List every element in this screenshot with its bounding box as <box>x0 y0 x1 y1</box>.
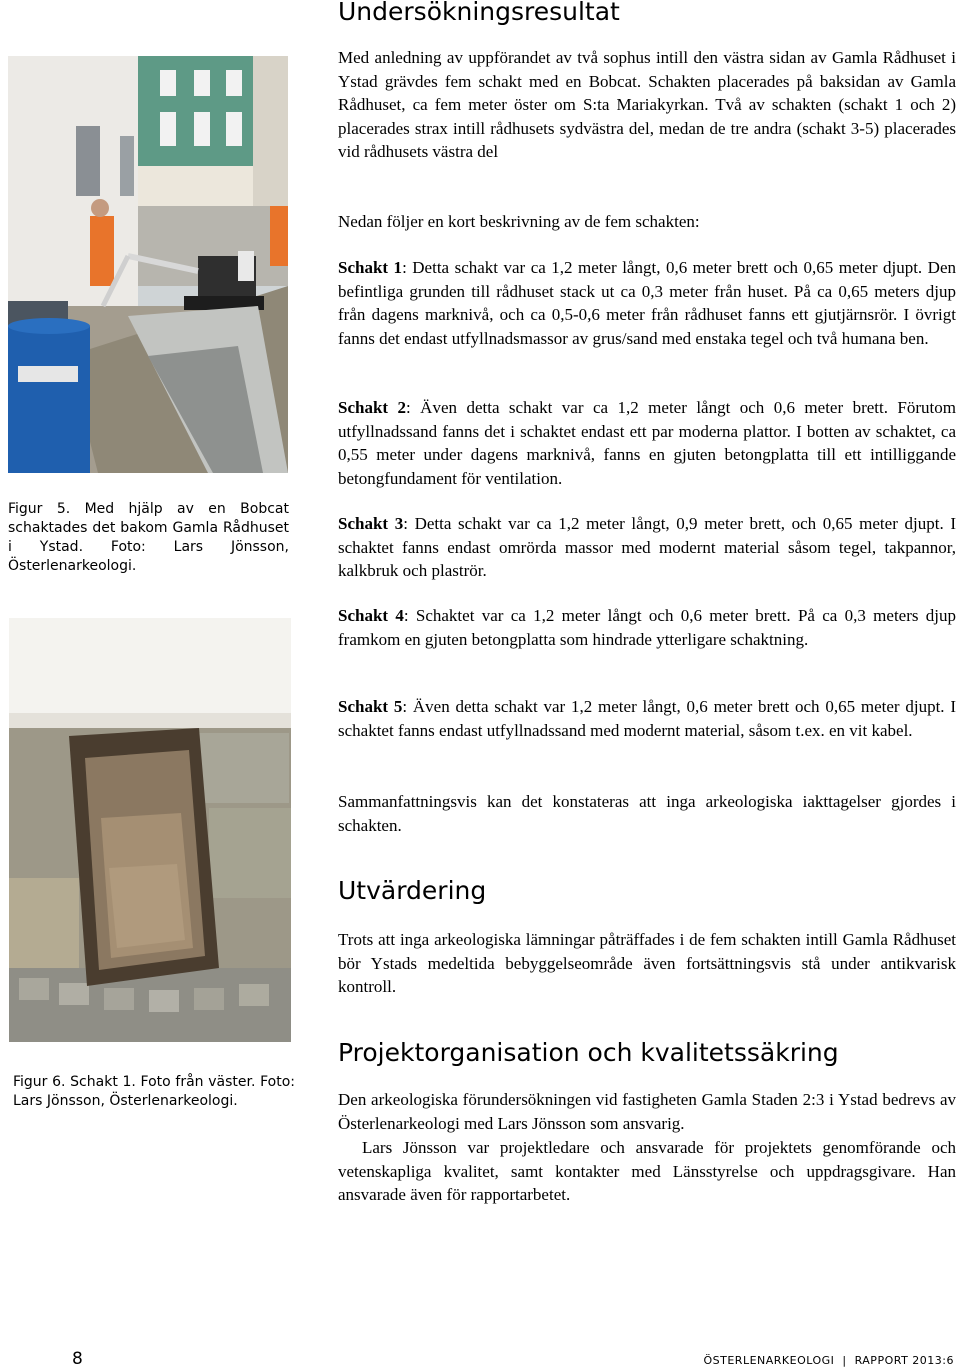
intro-paragraph: Med anledning av uppförandet av två sophus intill den västra sidan av Gamla Rådhuset i Ystad grävdes fem schakt med en Bobcat. Schakten placerades på baksidan av Gamla Rådhuset, ca fem meter öster om S:ta Mariakyrkan. Två av schakten (schakt 1 och 2) placerades strax intill rådhusets sydvästra del, medan de tre andra (schakt 3-5) placerades vid rådhusets västra del <box>338 48 956 161</box>
schakt-4-text: : Schaktet var ca 1,2 meter långt och 0,6 meter brett. På ca 0,3 meters djup framkom en gjuten betongplatta som hindrade ytterligare schaktning. <box>338 606 956 649</box>
figure-6-photo <box>9 618 291 1042</box>
figure-5-caption: Figur 5. Med hjälp av en Bobcat schaktades det bakom Gamla Rådhuset i Ystad. Foto: Lars Jönsson, Österlenarkeologi. <box>8 501 289 574</box>
schakt-1-text: : Detta schakt var ca 1,2 meter långt, 0,6 meter brett och 0,65 meter djupt. Den befintliga grunden till rådhuset stack ut ca 0,3 meter från huset. På ca 0,65 meters djup från dagens marknivå, och ca 0,5-0,6 meter från rådhuset fanns ett gjutjärnsrör. I övrigt fanns det endast utfyllnadsmassor av grus/sand med enstaka tegel och två humana ben. <box>338 258 956 348</box>
figure-5-image <box>8 56 288 473</box>
figure-6-caption: Figur 6. Schakt 1. Foto från väster. Foto: Lars Jönsson, Österlenarkeologi. <box>13 1074 295 1109</box>
schakt-5-label: Schakt 5 <box>338 697 403 716</box>
figure-5-photo <box>8 56 288 473</box>
schakt-1-paragraph <box>338 256 956 350</box>
summary-paragraph: Sammanfattningsvis kan det konstateras att inga arkeologiska iakttagelser gjordes i schakten. <box>338 792 956 835</box>
page-number: 8 <box>72 1349 83 1369</box>
schakt-5-paragraph <box>338 695 956 742</box>
figure-6-image <box>9 618 291 1042</box>
utvardering-paragraph: Trots att inga arkeologiska lämningar påträffades i de fem schakten intill Gamla Rådhuset bör Ystads medeltida bebyggelseområde även fortsättningsvis stå under antikvarisk kontroll. <box>338 930 956 996</box>
footer-report: ÖSTERLENARKEOLOGI | RAPPORT 2013:6 <box>703 1354 954 1367</box>
projekt-paragraph-2: Lars Jönsson var projektledare och ansvarade för projektets genomförande och vetenskapliga kvalitet, samt kontakter med Länsstyrelse och uppdragsgivare. Han ansvarade även för rapportarbetet. <box>338 1138 956 1204</box>
schakt-5-text: : Även detta schakt var 1,2 meter långt, 0,6 meter brett och 0,65 meter djupt. I schaktet fanns endast utfyllnadssand med modernt material, såsom t.ex. en vit kabel. <box>338 697 956 740</box>
projekt-paragraph-1: Den arkeologiska förundersökningen vid fastigheten Gamla Staden 2:3 i Ystad bedrevs av Österlenarkeologi med Lars Jönsson som ansvarig. <box>338 1090 956 1133</box>
schakt-3-paragraph <box>338 512 956 583</box>
schakt-1-label: Schakt 1 <box>338 258 403 277</box>
schakt-3-label: Schakt 3 <box>338 514 404 533</box>
schakt-4-label: Schakt 4 <box>338 606 404 625</box>
heading-projektorganisation: Projektorganisation och kvalitetssäkring <box>338 1038 839 1067</box>
heading-undersokningsresultat: Undersökningsresultat <box>338 0 620 26</box>
schakt-2-paragraph <box>338 396 956 490</box>
schakt-2-label: Schakt 2 <box>338 398 407 417</box>
list-intro: Nedan följer en kort beskrivning av de fem schakten: <box>338 212 700 231</box>
schakt-4-paragraph <box>338 604 956 651</box>
heading-utvardering: Utvärdering <box>338 876 487 905</box>
schakt-2-text: : Även detta schakt var ca 1,2 meter långt och 0,6 meter brett. Förutom utfyllnadssand fanns det i schaktet endast ett par moderna plattor. I botten av schaktet, ca 0,55 meter under dagens marknivå, fanns en gjuten betongplatta till ett intilliggande betongfundament för ventilation. <box>338 398 956 488</box>
schakt-3-text: : Detta schakt var ca 1,2 meter långt, 0,9 meter brett, och 0,65 meter djupt. I schaktet fanns endast omrörda massor med modernt material såsom tegel, takpannor, kalkbruk och plaströr. <box>338 514 956 580</box>
